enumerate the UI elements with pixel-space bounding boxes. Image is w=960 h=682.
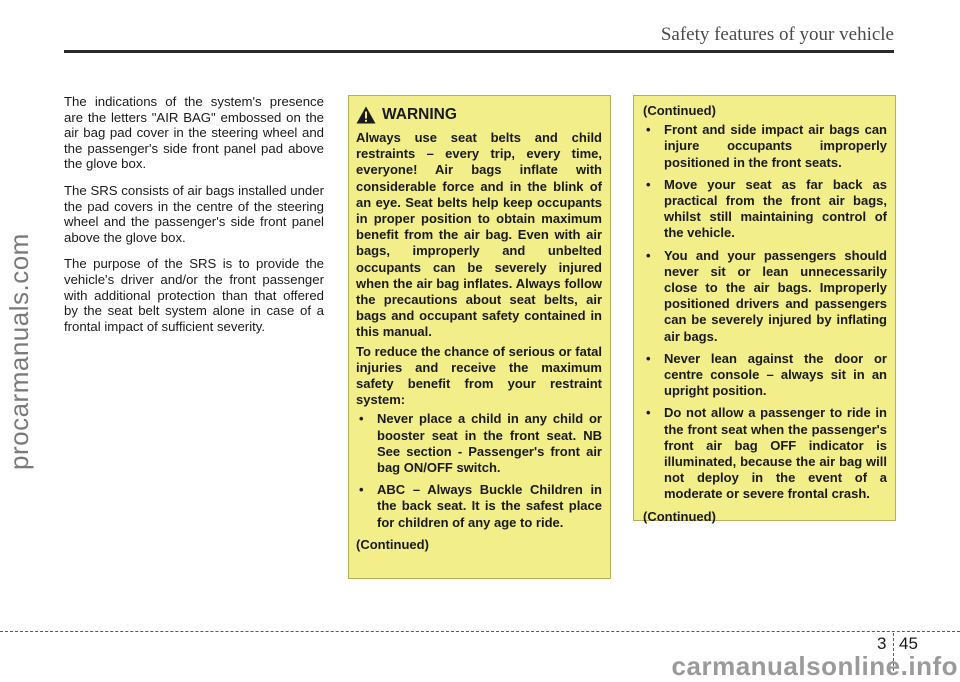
intro-paragraph: The indications of the system's presence are the letters "AIR BAG" embossed on the air bag pad cover in the steering wheel and the passenger's side front panel pad above the glove box.: [64, 94, 324, 172]
bullet-dot: •: [646, 350, 651, 366]
bullet-dot: •: [646, 405, 651, 421]
continued-bullet-text: You and your passengers should never sit or lean unnecessarily close to the air bags. Improperly positioned drivers and passengers can be severely injured by inflating air bags.: [664, 247, 887, 344]
continued-label: (Continued): [356, 536, 429, 552]
warning-bullet-list: [356, 411, 602, 530]
chapter-number: 3: [877, 634, 887, 653]
intro-text: [64, 94, 324, 345]
warning-heading: [356, 106, 602, 124]
side-watermark: procarmanuals.com: [4, 233, 34, 470]
continued-bullet-list: [643, 122, 887, 502]
continued-bullet-item: [643, 248, 887, 345]
intro-paragraph: The SRS consists of air bags installed under the pad covers in the centre of the steering wheel and the passenger's side front panel above the glove box.: [64, 182, 324, 245]
warning-triangle-icon: [356, 106, 376, 124]
continued-label: (Continued): [643, 508, 716, 524]
bullet-dot: •: [359, 482, 364, 498]
continued-bullet-text: Do not allow a passenger to ride in the front seat when the passenger's front air bag OFF indicator is illuminated, because the air bag will not deploy in the event of a moderate or severe frontal crash.: [664, 405, 887, 502]
continued-bullet-item: [643, 351, 887, 400]
warning-box: [348, 95, 611, 579]
bottom-watermark: carmanualsonline.info: [671, 651, 958, 681]
intro-paragraph: The purpose of the SRS is to provide the vehicle's driver and/or the front passenger with additional protection than that offered by the seat belt system alone in case of a frontal impact of sufficient severity.: [64, 256, 324, 334]
continued-bullet-item: [643, 405, 887, 502]
continued-top-label: (Continued): [643, 103, 716, 118]
warning-bullet-item: [356, 411, 602, 476]
continued-bullet-text: Front and side impact air bags can injure occupants improperly positioned in the front seats.: [664, 122, 887, 170]
continued-warning-box: [633, 95, 896, 524]
warning-bullet-text: Never place a child in any child or booster seat in the front seat. NB See section - Passenger's front air bag ON/OFF switch.: [377, 411, 602, 476]
page-header-title: Safety features of your vehicle: [660, 24, 894, 45]
continued-bullet-text: Move your seat as far back as practical from the front air bags, whilst still maintaining control of the vehicle.: [664, 176, 887, 241]
continued-bullet-text: Never lean against the door or centre console – always sit in an upright position.: [664, 350, 887, 399]
footer-rule: [0, 631, 960, 632]
warning-bullet-text: ABC – Always Buckle Children in the back seat. It is the safest place for children of any age to ride.: [377, 482, 602, 530]
continued-bullet-item: [643, 177, 887, 242]
warning-heading-label: WARNING: [382, 105, 457, 123]
warning-bullet-item: [356, 482, 602, 531]
bullet-dot: •: [646, 247, 651, 263]
warning-paragraph: To reduce the chance of serious or fatal injuries and receive the maximum safety benefit from your restraint system:: [356, 343, 602, 408]
bullet-dot: •: [359, 411, 364, 427]
bullet-dot: •: [646, 122, 651, 138]
header-rule: [64, 50, 894, 53]
bullet-dot: •: [646, 176, 651, 192]
page-number: 45: [899, 634, 918, 653]
continued-bullet-item: [643, 122, 887, 171]
warning-paragraph: Always use seat belts and child restraints – every trip, every time, everyone! Air bags inflate with considerable force and in the blink of an eye. Seat belts help keep occupants in proper position to obtain maximum benefit from the air bag. Even with air bags, improperly and unbelted occupants can be severely injured when the air bag inflates. Always follow the precautions about seat belts, air bags and occupant safety contained in this manual.: [356, 130, 602, 340]
